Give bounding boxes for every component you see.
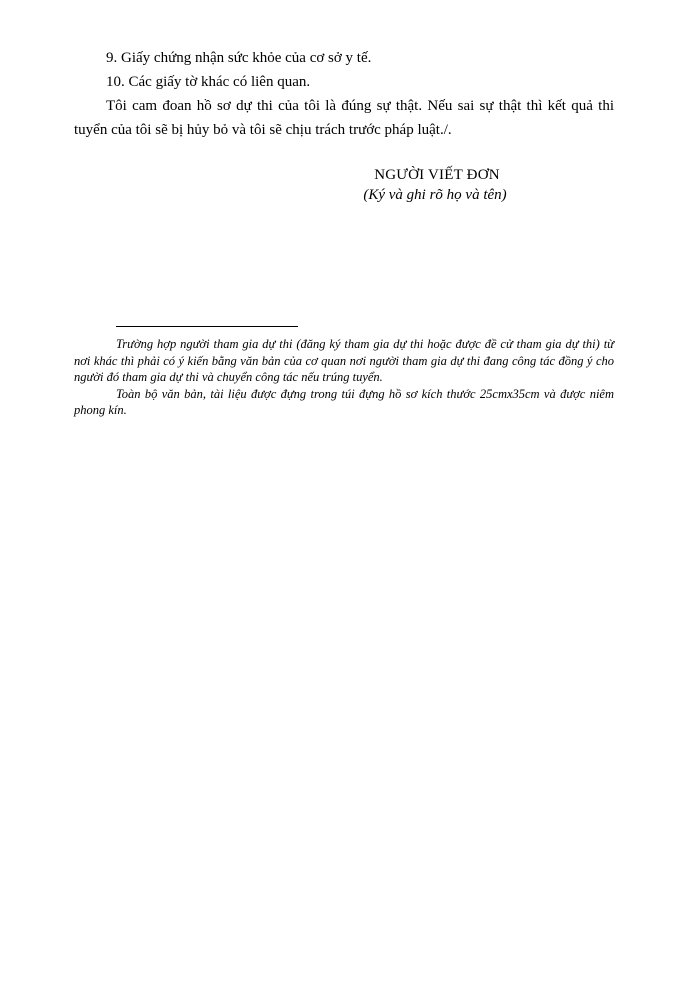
declaration-paragraph: Tôi cam đoan hồ sơ dự thi của tôi là đúng sự thật. Nếu sai sự thật thì kết quả thi tuyển của tôi sẽ bị hủy bỏ và tôi sẽ chịu trách trước pháp luật./.	[74, 98, 614, 138]
signature-title: NGƯỜI VIẾT ĐƠN	[374, 167, 500, 183]
document-body	[74, 46, 614, 142]
footnote-transfer-note: Trường hợp người tham gia dự thi (đăng ký tham gia dự thi hoặc được đề cử tham gia dự thi) từ nơi khác thì phải có ý kiến bằng văn bản của cơ quan nơi người tham gia dự thi đang công tác đồng ý cho người đó tham gia dự thi và chuyển công tác nếu trúng tuyển.	[74, 337, 614, 384]
footnote-envelope-note: Toàn bộ văn bản, tài liệu được đựng trong túi đựng hồ sơ kích thước 25cmx35cm và được niêm phong kín.	[74, 386, 614, 417]
footnote-divider	[116, 326, 298, 327]
footnotes	[74, 336, 614, 419]
signature-block	[330, 164, 540, 206]
list-item-health-certificate: 9. Giấy chứng nhận sức khỏe của cơ sở y tế.	[106, 50, 372, 66]
list-item-related-documents: 10. Các giấy tờ khác có liên quan.	[106, 74, 311, 90]
signature-hint: (Ký và ghi rõ họ và tên)	[363, 187, 507, 203]
